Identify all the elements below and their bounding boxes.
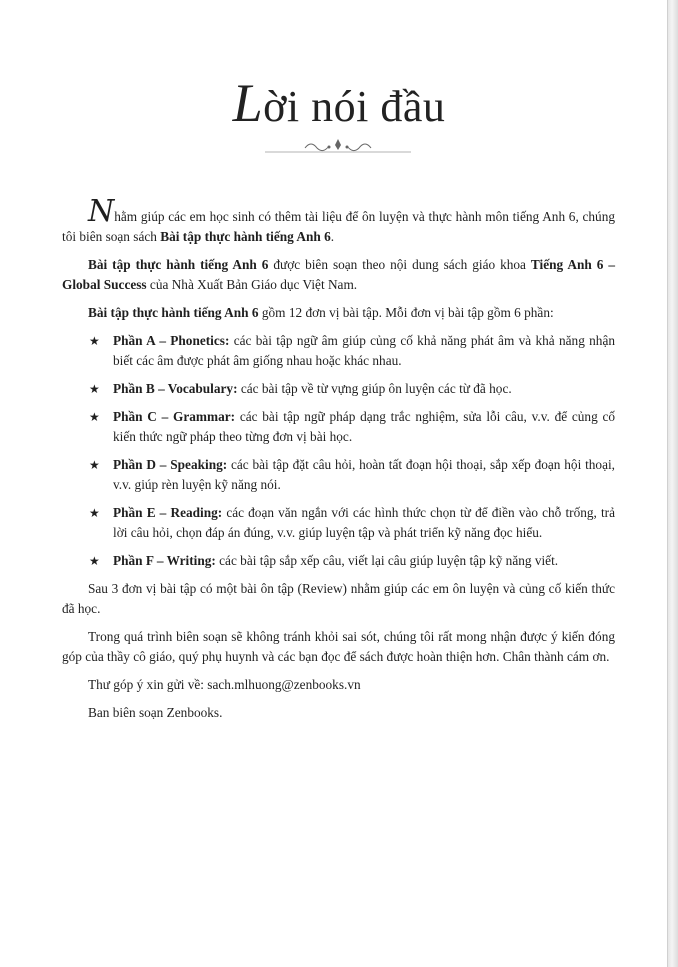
para2-book-title: Bài tập thực hành tiếng Anh 6: [88, 257, 269, 272]
star-bullet-icon: ★: [89, 382, 100, 396]
contact-line: Thư góp ý xin gửi về: sach.mlhuong@zenbooks.vn: [88, 677, 361, 692]
star-bullet-icon: ★: [89, 334, 100, 348]
intro-paragraph: [62, 194, 615, 247]
part-text: các bài tập sắp xếp câu, viết lại câu giúp luyện tập kỹ năng viết.: [215, 553, 559, 568]
parts-list: [62, 331, 615, 571]
page-edge: [667, 0, 678, 967]
list-item: [62, 331, 615, 371]
para2-end: của Nhà Xuất Bản Giáo dục Việt Nam.: [146, 277, 358, 292]
list-item: [62, 551, 615, 571]
para2-textbook: Tiếng Anh 6 – Global Success: [62, 257, 615, 292]
title-ornament-divider: [265, 136, 411, 156]
star-bullet-icon: ★: [89, 458, 100, 472]
title-script-letter: L: [232, 73, 264, 133]
part-label: Phần A – Phonetics:: [113, 333, 230, 348]
textbook-paragraph: [62, 255, 615, 295]
part-label: Phần C – Grammar:: [113, 409, 236, 424]
list-item: [62, 455, 615, 495]
part-label: Phần B – Vocabulary:: [113, 381, 238, 396]
list-item: [62, 407, 615, 447]
intro-book-title: Bài tập thực hành tiếng Anh 6: [160, 229, 331, 244]
para2-text: được biên soạn theo nội dung sách giáo khoa: [268, 257, 531, 272]
para3-book-title: Bài tập thực hành tiếng Anh 6: [88, 305, 259, 320]
preface-body: [62, 194, 616, 731]
part-text: các bài tập ngữ âm giúp củng cố khả năng phát âm và khả năng nhận biết các âm được phát âm giống nhau hoặc khác nhau.: [113, 333, 615, 368]
part-label: Phần D – Speaking:: [113, 457, 228, 472]
list-item: [62, 379, 615, 399]
intro-end: .: [330, 229, 335, 244]
part-text: các bài tập ngữ pháp dạng trắc nghiệm, sửa lỗi câu, v.v. để củng cố kiến thức ngữ pháp theo từng đơn vị bài học.: [113, 409, 616, 444]
review-paragraph: Sau 3 đơn vị bài tập có một bài ôn tập (Review) nhằm giúp các em ôn luyện và củng cố kiến thức đã học.: [62, 581, 615, 616]
dropcap-letter: N: [88, 194, 115, 229]
part-text: các bài tập đặt câu hỏi, hoàn tất đoạn hội thoại, sắp xếp đoạn hội thoại, v.v. giúp rèn luyện kỹ năng nói.: [113, 457, 615, 492]
title-rest: ời nói đầu: [263, 82, 446, 131]
part-label: Phần F – Writing:: [113, 553, 216, 568]
star-bullet-icon: ★: [89, 410, 100, 424]
para3-text: gồm 12 đơn vị bài tập. Mỗi đơn vị bài tập gồm 6 phần:: [258, 305, 554, 320]
part-text: các đoạn văn ngắn với các hình thức chọn từ để điền vào chỗ trống, trả lời câu hỏi, chọn đáp án đúng, v.v. giúp luyện tập và phát triển kỹ năng đọc hiểu.: [113, 505, 616, 540]
part-label: Phần E – Reading:: [113, 505, 223, 520]
structure-paragraph: [62, 303, 615, 323]
signature-line: Ban biên soạn Zenbooks.: [88, 705, 223, 720]
star-bullet-icon: ★: [89, 554, 100, 568]
page-title: [0, 72, 678, 134]
intro-text: hằm giúp các em học sinh có thêm tài liệu để ôn luyện và thực hành môn tiếng Anh 6, chúng tôi biên soạn sách: [62, 209, 615, 244]
part-text: các bài tập về từ vựng giúp ôn luyện các từ đã học.: [237, 381, 512, 396]
star-bullet-icon: ★: [89, 506, 100, 520]
feedback-paragraph: Trong quá trình biên soạn sẽ không tránh khỏi sai sót, chúng tôi rất mong nhận được ý kiến đóng góp của thầy cô giáo, quý phụ huynh và các bạn đọc để sách được hoàn thiện hơn. Chân thành cám ơn.: [62, 629, 615, 664]
list-item: [62, 503, 615, 543]
